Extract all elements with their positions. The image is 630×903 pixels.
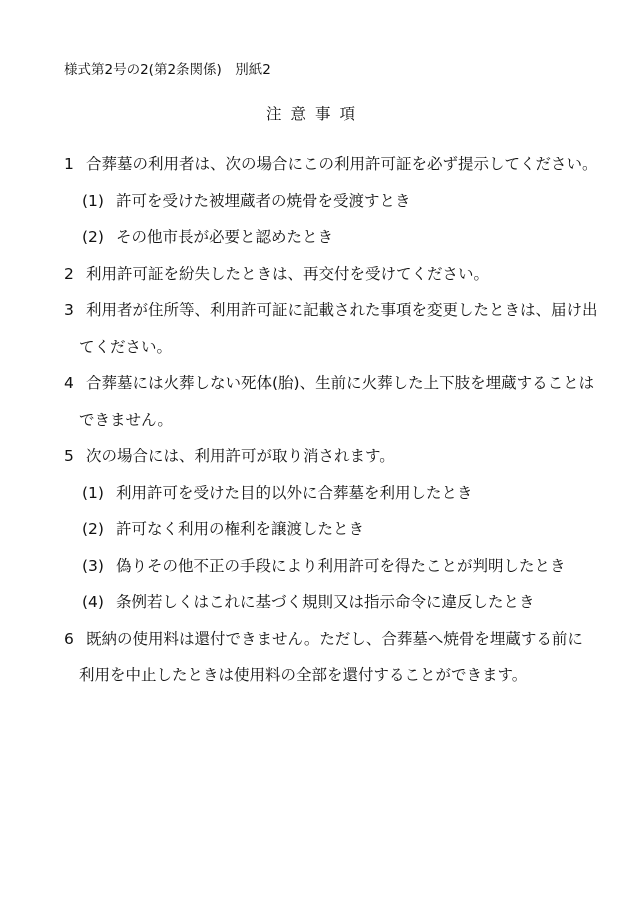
sub-item-number: (2) (82, 520, 104, 538)
item-text: 利用許可証を紛失したときは、再交付を受けてください。 (86, 264, 490, 283)
notice-item-3-continuation: てください。 (79, 337, 173, 356)
item-text: 合葬墓には火葬しない死体(胎)、生前に火葬した上下肢を埋蔵することは (86, 374, 595, 392)
sub-item-text: 偽りその他不正の手段により利用許可を得たことが判明したとき (116, 556, 566, 575)
notice-item-4-continuation: できません。 (79, 410, 173, 429)
item-number: 4 (64, 374, 74, 392)
item-number: 5 (64, 447, 74, 465)
sub-item-number: (1) (82, 483, 104, 502)
item-number: 1 (64, 155, 74, 173)
sub-item-number: (3) (82, 556, 104, 575)
page-title: 注意事項 (265, 105, 364, 123)
item-number: 2 (64, 264, 74, 283)
item-text: 利用者が住所等、利用許可証に記載された事項を変更したときは、届け出 (86, 301, 598, 319)
notice-item-5-sub-3 (64, 548, 604, 585)
notice-item-6 (64, 621, 604, 658)
notice-item-5-sub-2 (64, 511, 604, 548)
notice-item-5-sub-4 (64, 584, 604, 621)
item-text: 次の場合には、利用許可が取り消されます。 (86, 447, 395, 465)
notice-item-2 (64, 256, 604, 293)
item-text: 既納の使用料は還付できません。ただし、合葬墓へ焼骨を埋蔵する前に (86, 629, 583, 648)
sub-item-text: 利用許可を受けた目的以外に合葬墓を利用したとき (116, 483, 473, 502)
sub-item-text: 条例若しくはこれに基づく規則又は指示命令に違反したとき (116, 593, 535, 611)
sub-item-text: その他市長が必要と認めたとき (116, 228, 334, 246)
sub-item-text: 許可なく利用の権利を譲渡したとき (116, 520, 365, 538)
sub-item-number: (1) (82, 191, 104, 210)
sub-item-number: (2) (82, 228, 104, 246)
item-text: 合葬墓の利用者は、次の場合にこの利用許可証を必ず提示してください。 (86, 155, 598, 173)
notice-item-6-continuation: 利用を中止したときは使用料の全部を還付することができます。 (79, 666, 528, 684)
item-number: 6 (64, 629, 74, 648)
form-number-label: 様式第2号の2(第2条関係) 別紙2 (64, 62, 271, 78)
sub-item-number: (4) (82, 593, 104, 611)
notice-list (64, 146, 604, 694)
notice-item-5 (64, 438, 604, 475)
sub-item-text: 許可を受けた被埋蔵者の焼骨を受渡すとき (116, 191, 411, 210)
notice-item-1-sub-2 (64, 219, 604, 256)
notice-item-4 (64, 365, 604, 402)
notice-item-5-sub-1 (64, 475, 604, 512)
notice-item-1 (64, 146, 604, 183)
notice-item-1-sub-1 (64, 183, 604, 220)
item-number: 3 (64, 301, 74, 319)
notice-item-3 (64, 292, 604, 329)
